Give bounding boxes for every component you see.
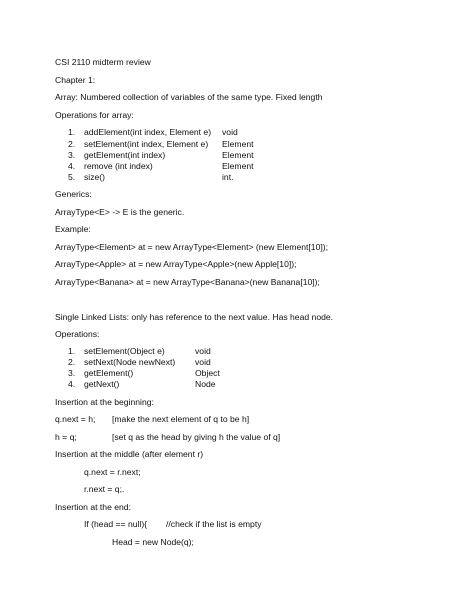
list-item-method: getElement(int index) — [84, 150, 166, 160]
list-item-return-type: Node — [195, 379, 216, 389]
list-item-return-type: Element — [222, 161, 254, 171]
code-line: q.next = h; — [55, 414, 96, 424]
generics-heading: Generics: — [55, 189, 92, 199]
list-item-number: 2. — [68, 139, 76, 149]
list-item-method: setNext(Node newNext) — [84, 357, 176, 367]
list-item-number: 1. — [68, 346, 76, 356]
example-line: ArrayType<Banana> at = new ArrayType<Banana>(new Banana[10]); — [55, 277, 320, 287]
list-item-return-type: Element — [222, 139, 254, 149]
chapter-heading: Chapter 1: — [55, 75, 96, 85]
code-line: If (head == null){ — [84, 519, 148, 529]
code-line: q.next = r.next; — [84, 467, 141, 477]
list-item-return-type: Element — [222, 150, 254, 160]
list-item-return-type: int. — [222, 172, 234, 182]
list-item-method: setElement(int index, Element e) — [84, 139, 209, 149]
list-item-method: remove (int index) — [84, 161, 153, 171]
list-item-method: setElement(Object e) — [84, 346, 165, 356]
code-comment: //check if the list is empty — [166, 519, 262, 529]
code-line: r.next = q;. — [84, 484, 125, 494]
list-item-number: 2. — [68, 357, 76, 367]
generics-line: ArrayType<E> -> E is the generic. — [55, 207, 185, 217]
example-line: ArrayType<Apple> at = new ArrayType<Apple>(new Apple[10]); — [55, 259, 297, 269]
array-operations-heading: Operations for array: — [55, 110, 134, 120]
insertion-middle-heading: Insertion at the middle (after element r) — [55, 449, 204, 459]
code-line: Head = new Node(q); — [112, 537, 194, 547]
document-title: CSI 2110 midterm review — [55, 57, 151, 67]
list-item-return-type: Object — [195, 368, 220, 378]
list-item-method: getElement() — [84, 368, 134, 378]
list-item-number: 1. — [68, 127, 76, 137]
example-heading: Example: — [55, 224, 91, 234]
list-item-number: 5. — [68, 172, 76, 182]
code-comment: [set q as the head by giving h the value of q] — [112, 432, 281, 442]
list-item-number: 4. — [68, 379, 76, 389]
list-item-return-type: void — [195, 357, 211, 367]
list-item-method: size() — [84, 172, 106, 182]
operations-heading: Operations: — [55, 329, 100, 339]
list-item-number: 3. — [68, 368, 76, 378]
list-item-return-type: void — [195, 346, 211, 356]
code-line: h = q; — [55, 432, 77, 442]
list-item-method: addElement(int index, Element e) — [84, 127, 212, 137]
list-item-number: 4. — [68, 161, 76, 171]
list-item-number: 3. — [68, 150, 76, 160]
single-linked-list-definition: Single Linked Lists: only has reference to the next value. Has head node. — [55, 312, 334, 322]
array-definition: Array: Numbered collection of variables of the same type. Fixed length — [55, 92, 323, 102]
insertion-end-heading: Insertion at the end: — [55, 502, 131, 512]
list-item-method: getNext() — [84, 379, 120, 389]
example-line: ArrayType<Element> at = new ArrayType<Element> (new Element[10]); — [55, 242, 328, 252]
code-comment: [make the next element of q to be h] — [112, 414, 250, 424]
list-item-return-type: void — [222, 127, 238, 137]
insertion-beginning-heading: Insertion at the beginning: — [55, 397, 154, 407]
